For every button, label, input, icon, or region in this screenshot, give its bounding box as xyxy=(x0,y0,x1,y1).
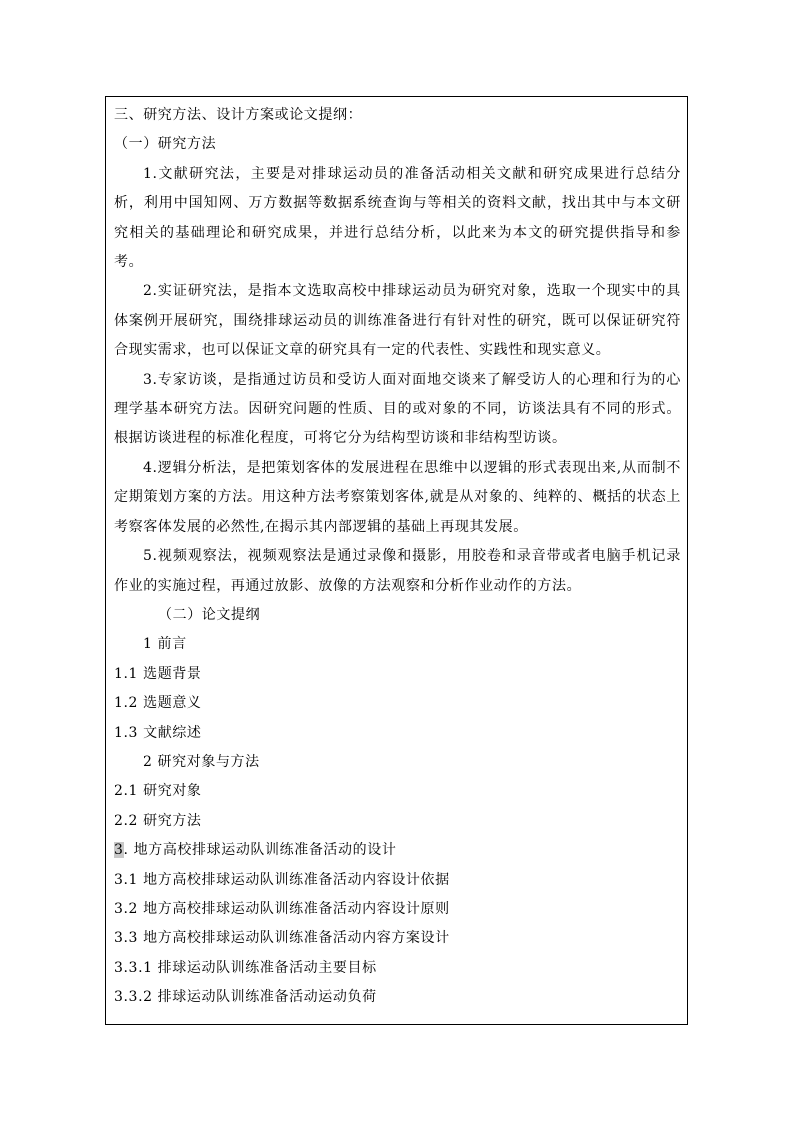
document-frame xyxy=(105,96,688,1025)
outline-chapter-2: 2 研究对象与方法 xyxy=(143,753,260,770)
outline-item-1-3: 1.3 文献综述 xyxy=(114,724,202,741)
outline-item-3-3: 3.3 地方高校排球运动队训练准备活动内容方案设计 xyxy=(114,930,450,947)
outline-item-1-2: 1.2 选题意义 xyxy=(114,695,202,712)
outline-heading: （二）论文提纲 xyxy=(158,606,261,623)
method-paragraph-4: 4.逻辑分析法，是把策划客体的发展进程在思维中以逻辑的形式表现出来,从而制不定期策划方案的方法。用这种方法考察策划客体,就是从对象的、纯粹的、概括的状态上考察客体发展的必然性,在揭示其内部逻辑的基础上再现其发展。 xyxy=(114,459,681,535)
method-paragraph-2: 2.实证研究法，是指本文选取高校中排球运动员为研究对象，选取一个现实中的具体案例开展研究，围绕排球运动员的训练准备进行有针对性的研究，既可以保证研究符合现实需求，也可以保证文章的研究具有一定的代表性、实践性和现实意义。 xyxy=(114,283,681,359)
outline-item-1-1: 1.1 选题背景 xyxy=(114,665,202,682)
method-paragraph-1: 1.文献研究法，主要是对排球运动员的准备活动相关文献和研究成果进行总结分析，利用中国知网、万方数据等数据系统查询与等相关的资料文献，找出其中与本文研究相关的基础理论和研究成果，并进行总结分析，以此来为本文的研究提供指导和参考。 xyxy=(114,165,681,271)
outline-item-3-3-1: 3.3.1 排球运动队训练准备活动主要目标 xyxy=(114,959,377,976)
outline-item-2-1: 2.1 研究对象 xyxy=(114,783,202,800)
method-paragraph-5: 5.视频观察法，视频观察法是通过录像和摄影，用胶卷和录音带或者电脑手机记录作业的实施过程，再通过放影、放像的方法观察和分析作业动作的方法。 xyxy=(114,548,681,594)
document-body xyxy=(114,101,681,1013)
outline-chapter-3-number: 3 xyxy=(114,842,124,859)
outline-item-2-2: 2.2 研究方法 xyxy=(114,812,202,829)
section-heading: 三、研究方法、设计方案或论文提纲： xyxy=(114,107,363,123)
outline-item-3-2: 3.2 地方高校排球运动队训练准备活动内容设计原则 xyxy=(114,900,450,917)
outline-item-3-1: 3.1 地方高校排球运动队训练准备活动内容设计依据 xyxy=(114,871,450,888)
outline-chapter-3 xyxy=(114,836,681,865)
method-paragraph-3: 3.专家访谈，是指通过访员和受访人面对面地交谈来了解受访人的心理和行为的心理学基本研究方法。因研究问题的性质、目的或对象的不同，访谈法具有不同的形式。根据访谈进程的标准化程度，可将它分为结构型访谈和非结构型访谈。 xyxy=(114,371,681,447)
outline-item-3-3-2: 3.3.2 排球运动队训练准备活动运动负荷 xyxy=(114,989,377,1006)
methods-heading: （一）研究方法 xyxy=(114,136,217,153)
outline-chapter-1: 1 前言 xyxy=(143,636,187,653)
outline-chapter-3-title: . 地方高校排球运动队训练准备活动的设计 xyxy=(123,842,397,859)
